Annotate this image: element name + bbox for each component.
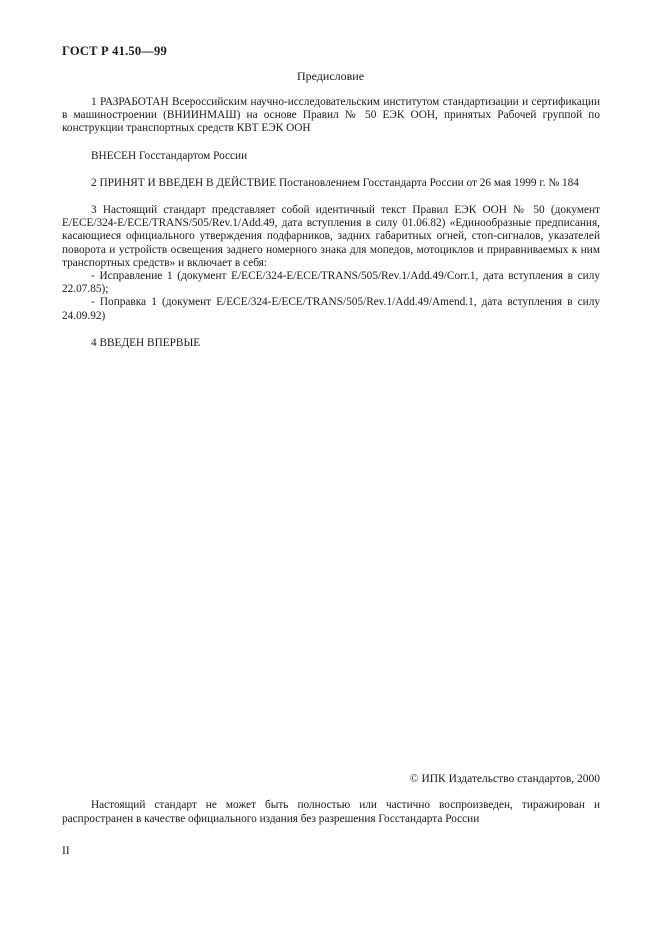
paragraph-introduced-first: 4 ВВЕДЕН ВПЕРВЫЕ (91, 336, 201, 349)
reproduction-notice: Настоящий стандарт не может быть полностью или частично воспроизведен, тиражирован и распространен в качестве официального издания без разрешения Госстандарта России (62, 799, 600, 825)
page-title: Предисловие (296, 69, 365, 83)
paragraph-identical-text: 3 Настоящий стандарт представляет собой идентичный текст Правил ЕЭК ООН № 50 (документ E/ECE/324-E/ECE/TRANS/505/Rev.1/Add.49, дата вступления в силу 01.06.82) «Единообразные предписания, касающиеся официального утверждения подфарников, задних габаритных огней, стоп-сигналов, указателей поворота и устройств освещения заднего номерного знака для мопедов, мотоциклов и приравниваемых к ним транспортных средств» и включает в себя: (62, 204, 600, 269)
list-item-correction: - Исправление 1 (документ E/ECE/324-E/ECE/TRANS/505/Rev.1/Add.49/Corr.1, дата вступления в силу 22.07.85); (62, 270, 600, 296)
document-code: ГОСТ Р 41.50—99 (62, 44, 167, 58)
paragraph-submitted-by: ВНЕСЕН Госстандартом России (91, 149, 248, 162)
copyright-line: © ИПК Издательство стандартов, 2000 (409, 773, 600, 785)
page-number: II (62, 845, 70, 857)
paragraph-adopted: 2 ПРИНЯТ И ВВЕДЕН В ДЕЙСТВИЕ Постановлением Госстандарта России от 26 мая 1999 г. № 184 (91, 176, 579, 189)
list-item-amendment: - Поправка 1 (документ E/ECE/324-E/ECE/TRANS/505/Rev.1/Add.49/Amend.1, дата вступления в силу 24.09.92) (62, 296, 600, 322)
foreword-body (62, 96, 600, 364)
paragraph-developed-by: 1 РАЗРАБОТАН Всероссийским научно-исследовательским институтом стандартизации и сертификации в машиностроении (ВНИИНМАШ) на основе Правил № 50 ЕЭК ООН, принятых Рабочей группой по конструкции транспортных средств КВТ ЕЭК ООН (62, 96, 600, 135)
